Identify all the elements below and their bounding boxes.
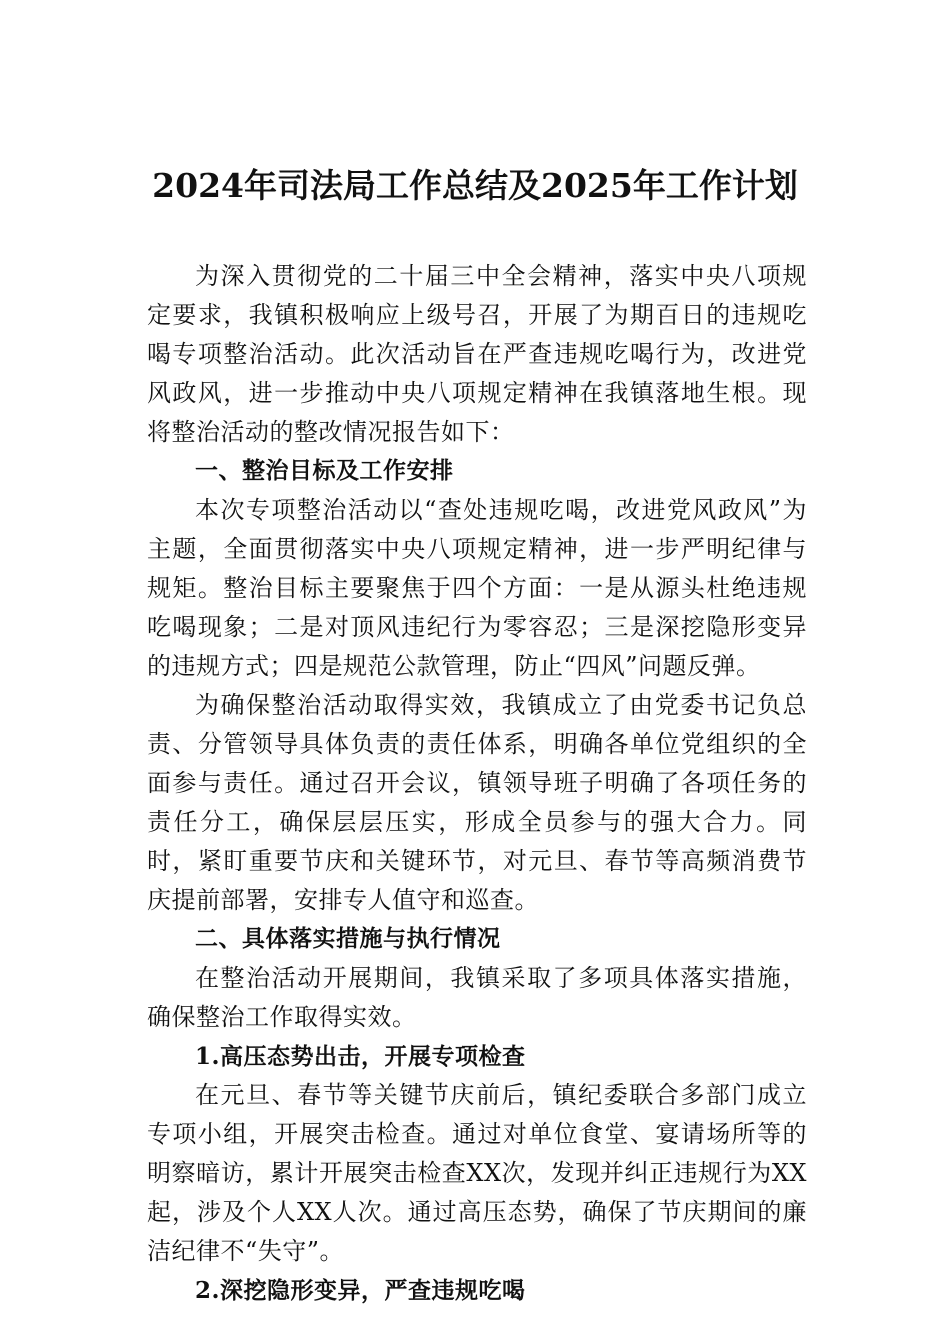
document-body xyxy=(147,257,807,1310)
inspection-paragraph: 在元旦、春节等关键节庆前后，镇纪委联合多部门成立专项小组，开展突击检查。通过对单位食堂、宴请场所等的明察暗访，累计开展突击检查XX次，发现并纠正违规行为XX起，涉及个人XX人次。通过高压态势，确保了节庆期间的廉洁纪律不“失守”。 xyxy=(147,1081,807,1265)
subsection-heading-hidden-violations: 2.深挖隐形变异，严查违规吃喝 xyxy=(195,1277,526,1304)
section-heading-measures: 二、具体落实措施与执行情况 xyxy=(195,926,501,952)
intro-paragraph: 为深入贯彻党的二十届三中全会精神，落实中央八项规定要求，我镇积极响应上级号召，开展了为期百日的违规吃喝专项整治活动。此次活动旨在严查违规吃喝行为，改进党风政风，进一步推动中央八项规定精神在我镇落地生根。现将整治活动的整改情况报告如下： xyxy=(147,262,807,446)
section-heading-goals: 一、整治目标及工作安排 xyxy=(195,458,454,484)
responsibility-paragraph: 为确保整治活动取得实效，我镇成立了由党委书记负总责、分管领导具体负责的责任体系，明确各单位党组织的全面参与责任。通过召开会议，镇领导班子明确了各项任务的责任分工，确保层层压实，形成全员参与的强大合力。同时，紧盯重要节庆和关键环节，对元旦、春节等高频消费节庆提前部署，安排专人值守和巡查。 xyxy=(147,691,807,914)
subsection-heading-inspection: 1.高压态势出击，开展专项检查 xyxy=(195,1043,526,1070)
measures-intro-paragraph: 在整治活动开展期间，我镇采取了多项具体落实措施，确保整治工作取得实效。 xyxy=(147,964,807,1031)
document-title: 2024年司法局工作总结及2025年工作计划 xyxy=(152,166,798,205)
goals-paragraph: 本次专项整治活动以“查处违规吃喝，改进党风政风”为主题，全面贯彻落实中央八项规定精神，进一步严明纪律与规矩。整治目标主要聚焦于四个方面：一是从源头杜绝违规吃喝现象；二是对顶风违纪行为零容忍；三是深挖隐形变异的违规方式；四是规范公款管理，防止“四风”问题反弹。 xyxy=(147,496,807,680)
